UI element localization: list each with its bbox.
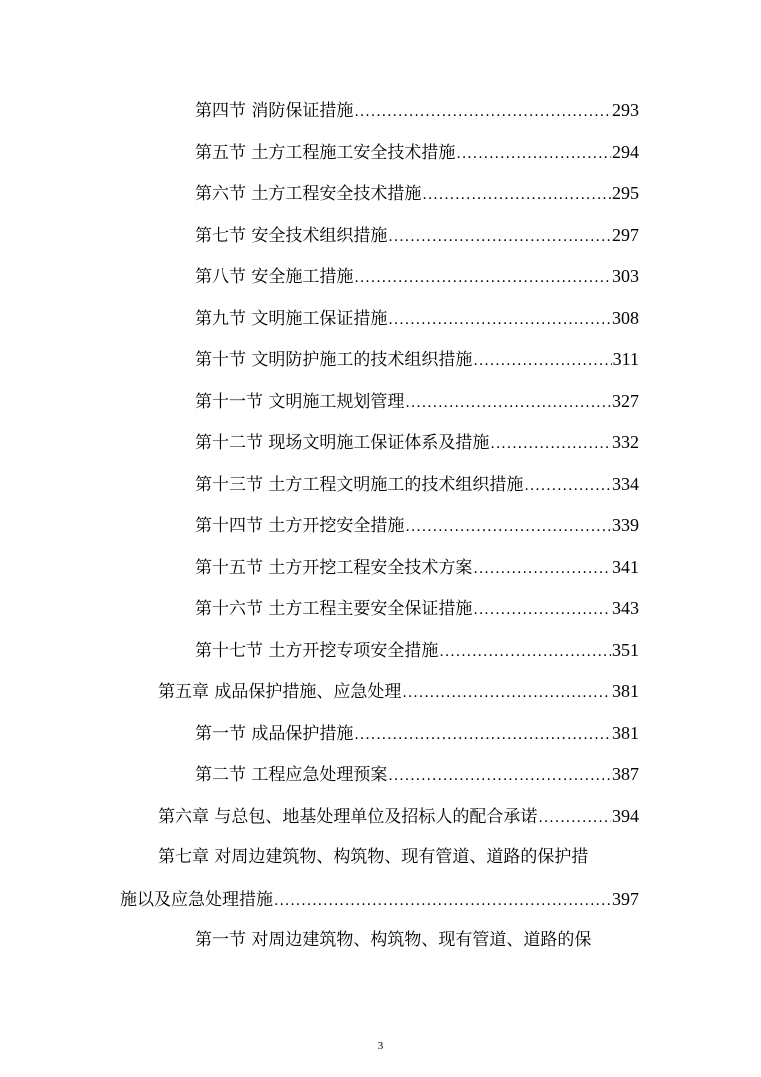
toc-leader-dots [388, 765, 611, 787]
toc-entry-page: 381 [612, 723, 639, 743]
toc-entry [195, 556, 639, 580]
toc-entry-page: 295 [612, 183, 639, 203]
toc-entry-title: 第五章 成品保护措施、应急处理 [158, 682, 402, 702]
toc-entry [195, 722, 639, 746]
toc-entry-page: 303 [612, 266, 639, 286]
toc-entry-title: 第五节 土方工程施工安全技术措施 [195, 143, 456, 163]
toc-entry-title: 第九节 文明施工保证措施 [195, 309, 388, 329]
toc-entry-page: 387 [612, 764, 639, 784]
toc-leader-dots [354, 724, 611, 746]
toc-entry-title: 第一节 成品保护措施 [195, 724, 354, 744]
toc-entry-title: 施以及应急处理措施 [120, 890, 273, 910]
toc-entry [195, 141, 639, 165]
toc-leader-dots [354, 101, 611, 123]
toc-entry-title: 第七节 安全技术组织措施 [195, 226, 388, 246]
toc-entry-title: 第十六节 土方工程主要安全保证措施 [195, 599, 473, 619]
toc-entry-page: 394 [612, 806, 639, 826]
toc-leader-dots [524, 475, 611, 497]
toc-chapter-entry [158, 680, 639, 704]
toc-leader-dots [422, 184, 611, 206]
toc-entry [195, 390, 639, 414]
toc-chapter-title-line: 第七章 对周边建筑物、构筑物、现有管道、道路的保护措 [158, 847, 589, 867]
toc-entry-title: 第十四节 土方开挖安全措施 [195, 516, 405, 536]
toc-leader-dots [354, 267, 611, 289]
toc-entry [195, 348, 639, 372]
toc-entry [195, 431, 639, 455]
toc-entry-page: 334 [612, 474, 639, 494]
toc-entry-page: 339 [612, 515, 639, 535]
toc-entry-title: 第六节 土方工程安全技术措施 [195, 184, 422, 204]
toc-entry-page: 327 [612, 391, 639, 411]
toc-leader-dots [274, 890, 611, 912]
toc-leader-dots [538, 807, 611, 829]
toc-entry [195, 597, 639, 621]
toc-entry [195, 514, 639, 538]
toc-entry-page: 351 [612, 640, 639, 660]
toc-leader-dots [473, 599, 611, 621]
toc-entry-page: 341 [612, 557, 639, 577]
toc-entry [195, 307, 639, 331]
toc-leader-dots [473, 558, 611, 580]
toc-leader-dots [490, 433, 611, 455]
toc-leader-dots [456, 143, 611, 165]
toc-entry-page: 297 [612, 225, 639, 245]
toc-entry [195, 265, 639, 289]
toc-entry-page: 311 [612, 349, 639, 369]
toc-entry-page: 294 [612, 142, 639, 162]
toc-entry-title: 第四节 消防保证措施 [195, 101, 354, 121]
toc-leader-dots [388, 309, 611, 331]
toc-entry-title: 第十节 文明防护施工的技术组织措施 [195, 350, 473, 370]
toc-entry-page: 343 [612, 598, 639, 618]
toc-entry [195, 763, 639, 787]
toc-entry [195, 639, 639, 663]
toc-entry [195, 182, 639, 206]
toc-entry-title: 第十三节 土方工程文明施工的技术组织措施 [195, 475, 524, 495]
toc-chapter-entry [158, 805, 639, 829]
toc-entry-title: 第十二节 现场文明施工保证体系及措施 [195, 433, 490, 453]
toc-entry-title: 第八节 安全施工措施 [195, 267, 354, 287]
toc-entry-title: 第十五节 土方开挖工程安全技术方案 [195, 558, 473, 578]
toc-entry-page: 308 [612, 308, 639, 328]
toc-entry-page: 381 [612, 681, 639, 701]
toc-leader-dots [473, 350, 611, 372]
toc-chapter-entry [120, 888, 639, 912]
page-number: 3 [377, 1040, 384, 1052]
toc-leader-dots [402, 682, 611, 704]
toc-entry [195, 224, 639, 248]
toc-entry-title: 第十一节 文明施工规划管理 [195, 392, 405, 412]
toc-entry-page: 397 [612, 889, 639, 909]
toc-entry-title: 第十七节 土方开挖专项安全措施 [195, 641, 439, 661]
toc-leader-dots [405, 516, 611, 538]
toc-leader-dots [439, 641, 611, 663]
toc-entry [195, 99, 639, 123]
toc-entry-page: 293 [612, 100, 639, 120]
toc-section-title-line: 第一节 对周边建筑物、构筑物、现有管道、道路的保 [195, 930, 592, 950]
toc-entry-page: 332 [612, 432, 639, 452]
toc-entry-title: 第二节 工程应急处理预案 [195, 765, 388, 785]
toc-entry-title: 第六章 与总包、地基处理单位及招标人的配合承诺 [158, 807, 538, 827]
toc-leader-dots [388, 226, 611, 248]
toc-entry [195, 473, 639, 497]
toc-leader-dots [405, 392, 611, 414]
